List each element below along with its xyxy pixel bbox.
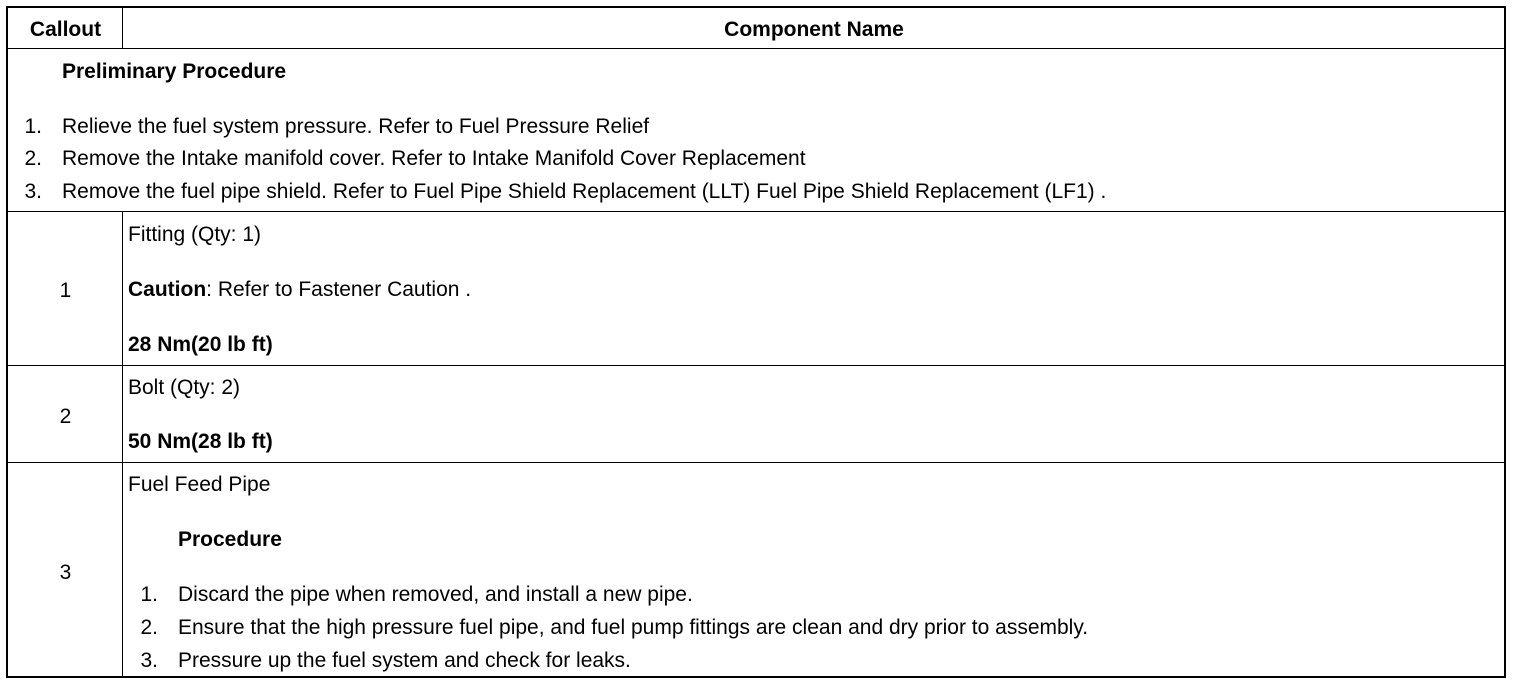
component-name: Fuel Feed Pipe bbox=[128, 473, 271, 496]
torque-spec: 50 Nm(28 lb ft) bbox=[128, 430, 273, 453]
procedure-step: Ensure that the high pressure fuel pipe, and fuel pump fittings are clean and dry prior to assembly. bbox=[178, 616, 1089, 639]
callout-number: 1 bbox=[59, 279, 72, 302]
row-divider bbox=[8, 365, 1504, 366]
callout-number: 2 bbox=[59, 405, 72, 428]
row-divider bbox=[8, 462, 1504, 463]
step-number: 2. bbox=[140, 616, 158, 639]
row-divider bbox=[8, 211, 1504, 212]
step-number: 3. bbox=[140, 649, 158, 672]
row-divider bbox=[8, 48, 1504, 49]
procedure-title: Procedure bbox=[178, 528, 282, 551]
component-table bbox=[6, 6, 1506, 678]
header-component-name: Component Name bbox=[724, 18, 904, 41]
preliminary-step: Remove the fuel pipe shield. Refer to Fuel Pipe Shield Replacement (LLT) Fuel Pipe Shield Replacement (LF1) . bbox=[62, 180, 1107, 203]
caution-note bbox=[128, 278, 471, 302]
procedure-step: Discard the pipe when removed, and install a new pipe. bbox=[178, 583, 693, 606]
callout-number: 3 bbox=[59, 561, 72, 584]
step-number: 1. bbox=[24, 115, 42, 138]
component-name: Bolt (Qty: 2) bbox=[128, 376, 241, 399]
procedure-step: Pressure up the fuel system and check for leaks. bbox=[178, 649, 631, 672]
preliminary-step: Relieve the fuel system pressure. Refer to Fuel Pressure Relief bbox=[62, 115, 650, 138]
preliminary-title: Preliminary Procedure bbox=[62, 60, 287, 83]
caution-text: : Refer to Fastener Caution . bbox=[206, 278, 472, 301]
step-number: 1. bbox=[140, 583, 158, 606]
torque-spec: 28 Nm(20 lb ft) bbox=[128, 333, 273, 356]
header-divider bbox=[122, 8, 123, 48]
component-name: Fitting (Qty: 1) bbox=[128, 223, 262, 246]
caution-label: Caution bbox=[128, 278, 207, 301]
preliminary-step: Remove the Intake manifold cover. Refer to Intake Manifold Cover Replacement bbox=[62, 147, 806, 170]
step-number: 2. bbox=[24, 147, 42, 170]
step-number: 3. bbox=[24, 180, 42, 203]
header-callout: Callout bbox=[29, 18, 102, 41]
